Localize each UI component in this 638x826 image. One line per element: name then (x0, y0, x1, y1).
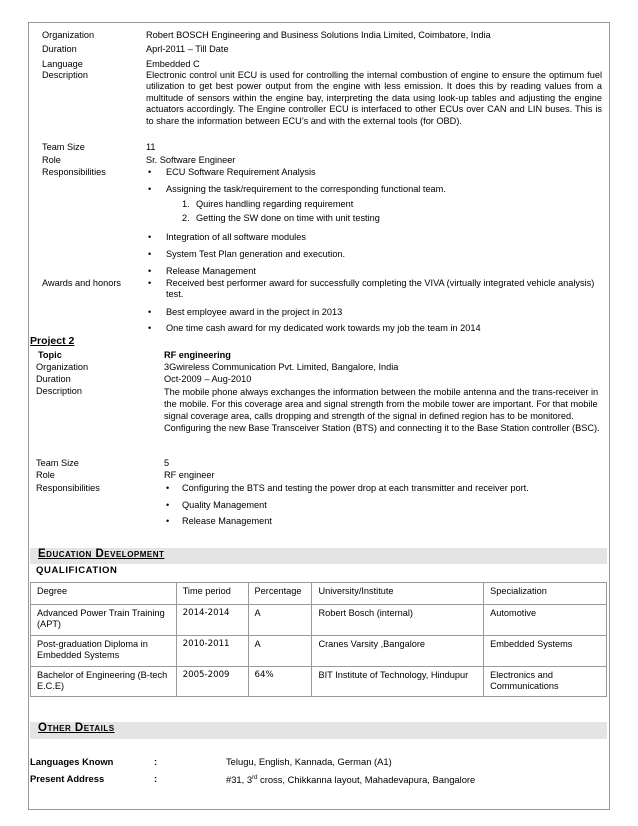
table-cell: 2014-2014 (176, 605, 248, 636)
table-header-cell: Percentage (248, 583, 312, 605)
table-cell: Electronics and Communications (484, 666, 607, 697)
list-item: • Assigning the task/requirement to the corresponding functional team. (148, 184, 446, 194)
address-value: #31, 3rd cross, Chikkanna layout, Mahadevapura, Bangalore (226, 774, 476, 786)
languages-colon: : (154, 756, 158, 767)
p1-awards-list (146, 278, 602, 339)
table-cell: Post-graduation Diploma in Embedded Systems (31, 635, 177, 666)
list-item: • Received best performer award for successfully completing the VIVA (virtually integrated vehicle analysis) test. (148, 278, 595, 300)
p2-organization-value: 3Gwireless Communication Pvt. Limited, Bangalore, India (164, 362, 399, 372)
p2-duration-value: Oct-2009 – Aug-2010 (164, 374, 252, 384)
p1-awards-label: Awards and honors (42, 278, 121, 288)
p2-team-size-value: 5 (164, 458, 170, 468)
p1-organization-label: Organization (42, 30, 95, 40)
p1-description-value: Electronic control unit ECU is used for controlling the internal combustion of engine to ensure the optimum fuel utilization to get best power output from the engine with less emission. It does this by reading values from a multitude of sensors within the engine bay, interpreting the data using look-up tables and adjusting the engine actuators accordingly. The Engine controller ECU is interfaced to other ECUs over CAN and LIN buses. This is to share the information between ECU’s and with the external tools (for OBD). (146, 70, 602, 126)
project2-heading: Project 2 (30, 335, 75, 347)
table-cell: 2010-2011 (176, 635, 248, 666)
table-cell: A (248, 635, 312, 666)
table-cell: A (248, 605, 312, 636)
bullet-icon: • (148, 184, 152, 194)
table-cell: 2005-2009 (176, 666, 248, 697)
qualification-heading: QUALIFICATION (36, 565, 118, 576)
p1-duration-label: Duration (42, 44, 77, 54)
list-item: • One time cash award for my dedicated work towards my job the team in 2014 (148, 323, 481, 333)
education-table (30, 582, 607, 697)
table-header-cell: Specialization (484, 583, 607, 605)
other-section-title: Other Details (38, 722, 115, 734)
languages-label: Languages Known (30, 756, 114, 767)
p2-responsibilities-list (164, 483, 620, 532)
p2-role-value: RF engineer (164, 470, 215, 480)
bullet-icon: • (148, 266, 152, 276)
table-row (31, 605, 607, 636)
table-cell: BIT Institute of Technology, Hindupur (312, 666, 484, 697)
table-header-row (31, 583, 607, 605)
education-section-title: Education Development (38, 548, 165, 560)
p1-responsibilities-label: Responsibilities (42, 167, 106, 177)
p1-team-size-label: Team Size (42, 142, 85, 152)
p1-responsibilities-list (146, 167, 602, 283)
table-row (31, 666, 607, 697)
p2-team-size-label: Team Size (36, 458, 79, 468)
p1-description-label: Description (42, 70, 88, 80)
table-cell: Automotive (484, 605, 607, 636)
bullet-icon: • (148, 323, 152, 333)
p2-duration-label: Duration (36, 374, 71, 384)
bullet-icon: • (148, 249, 152, 259)
list-item: • Configuring the BTS and testing the power drop at each transmitter and receiver port. (166, 483, 529, 493)
p1-organization-value: Robert BOSCH Engineering and Business Solutions India Limited, Coimbatore, India (146, 30, 491, 40)
bullet-icon: • (148, 167, 152, 177)
address-label: Present Address (30, 773, 105, 784)
table-cell: Cranes Varsity ,Bangalore (312, 635, 484, 666)
table-cell: Robert Bosch (internal) (312, 605, 484, 636)
p1-role-label: Role (42, 155, 61, 165)
p1-duration-value: Aprl-2011 – Till Date (146, 44, 229, 54)
list-item: • Quality Management (166, 500, 267, 510)
p2-topic-value: RF engineering (164, 350, 231, 360)
p1-language-label: Language (42, 59, 83, 69)
table-cell: 64% (248, 666, 312, 697)
bullet-icon: • (166, 500, 170, 510)
table-cell: Bachelor of Engineering (B-tech E.C.E) (31, 666, 177, 697)
p2-responsibilities-label: Responsibilities (36, 483, 100, 493)
bullet-icon: • (166, 516, 170, 526)
address-colon: : (154, 773, 158, 784)
p1-language-value: Embedded C (146, 59, 200, 69)
list-item: 2. Getting the SW done on time with unit testing (182, 213, 380, 223)
bullet-icon: • (148, 232, 152, 242)
table-cell: Embedded Systems (484, 635, 607, 666)
languages-value: Telugu, English, Kannada, German (A1) (226, 756, 392, 767)
p2-description-label: Description (36, 386, 82, 396)
list-item: 1. Quires handling regarding requirement (182, 199, 354, 209)
table-header-cell: Time period (176, 583, 248, 605)
p1-team-size-value: 11 (146, 142, 156, 152)
table-row (31, 635, 607, 666)
list-item: • ECU Software Requirement Analysis (148, 167, 316, 177)
list-item: • Best employee award in the project in 2013 (148, 307, 343, 317)
p2-organization-label: Organization (36, 362, 89, 372)
list-item: • Release Management (148, 266, 256, 276)
list-item: • Release Management (166, 516, 272, 526)
list-item: • Integration of all software modules (148, 232, 306, 242)
table-header-cell: Degree (31, 583, 177, 605)
p1-role-value: Sr. Software Engineer (146, 155, 236, 165)
table-cell: Advanced Power Train Training (APT) (31, 605, 177, 636)
bullet-icon: • (148, 307, 152, 317)
table-header-cell: University/Institute (312, 583, 484, 605)
p2-role-label: Role (36, 470, 55, 480)
list-item: • System Test Plan generation and execution. (148, 249, 346, 259)
bullet-icon: • (166, 483, 170, 493)
bullet-icon: • (148, 278, 152, 288)
p2-description-value: The mobile phone always exchanges the information between the mobile antenna and the trans-receiver in the mobile. For this coverage area and signal strength from the mobile tower are important. For that mobile signal coverage area, calls dropping and strength of the signal in defined region has to be monitored. Configuring the new Base Transceiver Station (BTS) and connecting it to the Base Station controller (BSC). (164, 387, 600, 433)
education-section-bar (30, 548, 607, 564)
p2-topic-label: Topic (38, 350, 62, 360)
other-section-bar (30, 722, 607, 739)
